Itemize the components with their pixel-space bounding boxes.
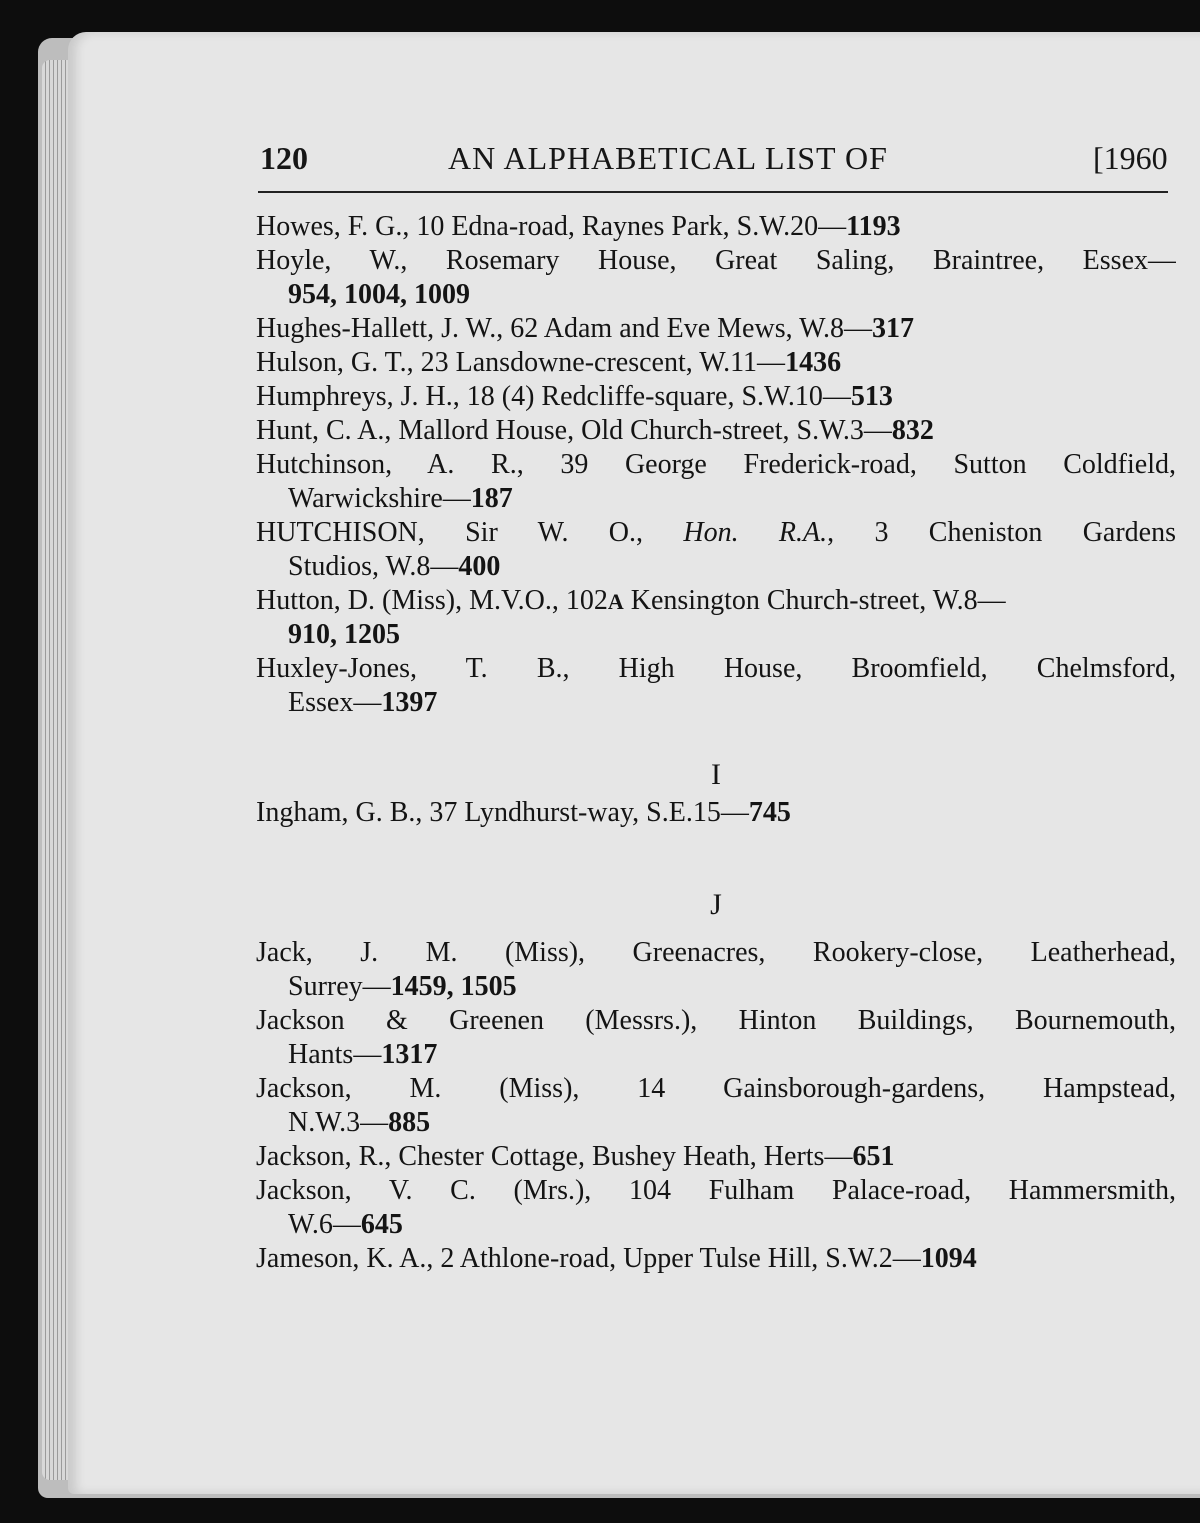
page-number: 120 [260, 140, 308, 176]
list-item: Hoyle, W., Rosemary House, Great Saling, Braintree, Essex— 954, 1004, 1009 [256, 245, 1176, 310]
list-item: Jackson, M. (Miss), 14 Gainsborough-gardens, Hampstead, N.W.3—885 [256, 1073, 1176, 1138]
section-letter-i: I [711, 758, 721, 791]
list-item: Hutchinson, A. R., 39 George Frederick-road, Sutton Coldfield, Warwickshire—187 [256, 449, 1176, 514]
list-item: Jackson, R., Chester Cottage, Bushey Heath, Herts—651 [256, 1141, 895, 1172]
list-item: Hulson, G. T., 23 Lansdowne-crescent, W.11—1436 [256, 347, 842, 378]
page-stack-edges [42, 60, 68, 1480]
list-item: Huxley-Jones, T. B., High House, Broomfield, Chelmsford, Essex—1397 [256, 653, 1176, 718]
list-item: Jack, J. M. (Miss), Greenacres, Rookery-close, Leatherhead, Surrey—1459, 1505 [256, 937, 1176, 1002]
header-year: [1960 [1093, 140, 1168, 176]
list-item: Hughes-Hallett, J. W., 62 Adam and Eve Mews, W.8—317 [256, 313, 914, 344]
header-rule [258, 191, 1168, 193]
list-item: Howes, F. G., 10 Edna-road, Raynes Park, S.W.20—1193 [256, 211, 901, 242]
list-item: Hutton, D. (Miss), M.V.O., 102A Kensington Church-street, W.8— 910, 1205 [256, 585, 1006, 650]
list-item: Jameson, K. A., 2 Athlone-road, Upper Tulse Hill, S.W.2—1094 [256, 1243, 977, 1274]
list-item: HUTCHISON, Sir W. O., Hon. R.A., 3 Cheniston Gardens Studios, W.8—400 [256, 517, 1176, 582]
list-item: Jackson, V. C. (Mrs.), 104 Fulham Palace-road, Hammersmith, W.6—645 [256, 1175, 1176, 1240]
header-title: AN ALPHABETICAL LIST OF [448, 140, 888, 176]
section-letter-j: J [710, 888, 722, 921]
list-item: Hunt, C. A., Mallord House, Old Church-street, S.W.3—832 [256, 415, 934, 446]
list-item: Ingham, G. B., 37 Lyndhurst-way, S.E.15—745 [256, 797, 791, 828]
list-item: Jackson & Greenen (Messrs.), Hinton Buildings, Bournemouth, Hants—1317 [256, 1005, 1176, 1070]
list-item: Humphreys, J. H., 18 (4) Redcliffe-square, S.W.10—513 [256, 381, 893, 412]
running-header [258, 140, 1178, 180]
directory-list [256, 210, 1176, 1276]
